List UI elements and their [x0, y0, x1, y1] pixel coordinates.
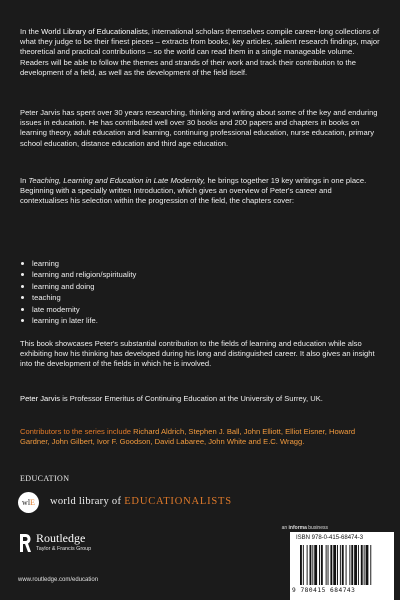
- barcode-bar: [361, 545, 363, 585]
- barcode-bars: [300, 545, 388, 585]
- barcode-bar: [364, 545, 365, 585]
- logo-letters: wl: [22, 498, 31, 507]
- list-item: learning and doing: [20, 281, 360, 292]
- list-item: learning in later life.: [20, 315, 360, 326]
- paragraph-text: In: [20, 176, 29, 185]
- series-title: [50, 496, 232, 507]
- publisher-group: Taylor & Francis Group: [36, 546, 92, 552]
- barcode-bar: [312, 545, 313, 585]
- paragraph-text: is Professor Emeritus of Continuing Education at the University of Surrey, UK.: [60, 394, 323, 403]
- list-item: teaching: [20, 292, 360, 303]
- author-name: Peter Jarvis: [20, 394, 61, 403]
- book-description-paragraph: [20, 176, 380, 207]
- series-intro-paragraph: [20, 27, 380, 78]
- book-showcase-paragraph: This book showcases Peter's substantial contribution to the fields of learning and education while also exhibiting how his thinking has developed during his long and distinguished career. It also gives an insight into the development of the fields in which he is involved.: [20, 339, 375, 369]
- barcode-bar: [351, 545, 353, 585]
- paragraph-text: he brings together 19 key writings in one place. Beginning with a specially written Introduction, which gives an overview of Peter's career and contextualises his selection within the progression of the field, the chapters cover:: [20, 176, 367, 206]
- informa-business-label: [282, 525, 328, 531]
- series-banner: [18, 492, 378, 514]
- barcode-bar: [346, 545, 347, 585]
- barcode-bar: [349, 545, 350, 585]
- barcode-bar: [303, 545, 304, 585]
- series-logo: [18, 492, 39, 513]
- barcode-bar: [358, 545, 359, 585]
- series-title-lower: world library of: [50, 496, 125, 507]
- author-background-paragraph: Peter Jarvis has spent over 30 years researching, thinking and writing about some of the key and enduring issues in education. He has contributed well over 30 books and 200 papers and chapters in books on learning theory, adult education and learning, continuing professional education, nurse education, primary school education, distance education and third age education.: [20, 108, 378, 148]
- list-item: late modernity: [20, 304, 360, 315]
- informa-brand: informa: [288, 525, 307, 531]
- barcode-number: 9 780415 684743: [292, 587, 356, 594]
- isbn-label: ISBN 978-0-415-68474-3: [296, 535, 364, 541]
- contributor-names: Richard Aldrich, Stephen J. Ball, John Elliott, Elliot Eisner, Howard Gardner, John Gilbert, Ivor F. Goodson, David Labaree, John White and E.C. Wragg.: [20, 427, 356, 447]
- contributors-paragraph: [20, 427, 380, 447]
- informa-prefix: an: [281, 525, 289, 531]
- list-item: learning: [20, 258, 360, 269]
- barcode-bar: [321, 545, 323, 585]
- barcode: [290, 532, 394, 600]
- paragraph-text: , international scholars themselves compile career-long collections of what they judge to be their finest pieces – extracts from books, key articles, salient research findings, major theoretical and practical contributions – so the world can read them in a single manageable volume. Readers will be able to follow the themes and strands of their work and track their contribution to the development of a field, as well as the development of the field itself.: [20, 27, 380, 77]
- barcode-bar: [354, 545, 357, 585]
- barcode-bar: [319, 545, 320, 585]
- publisher-name: Routledge: [36, 531, 86, 545]
- barcode-bar: [366, 545, 369, 585]
- barcode-bar: [330, 545, 332, 585]
- topics-list: [20, 258, 360, 326]
- routledge-mark-icon: [18, 532, 32, 554]
- barcode-bar: [333, 545, 336, 585]
- barcode-bar: [328, 545, 329, 585]
- logo-letter-e: E: [30, 498, 35, 507]
- barcode-bar: [307, 545, 308, 585]
- barcode-bar: [314, 545, 317, 585]
- barcode-bar: [326, 545, 327, 585]
- barcode-bar: [370, 545, 371, 585]
- series-name: World Library of Educationalists: [41, 27, 148, 36]
- barcode-bar: [340, 545, 341, 585]
- barcode-bar: [300, 545, 302, 585]
- barcode-bar: [310, 545, 312, 585]
- informa-suffix: business: [306, 525, 328, 531]
- contributors-lead: Contributors to the series include: [20, 427, 134, 436]
- author-bio-paragraph: [20, 394, 380, 404]
- category-label: EDUCATION: [20, 474, 70, 483]
- paragraph-text: In the: [20, 27, 42, 36]
- barcode-bar: [337, 545, 338, 585]
- series-title-caps: EDUCATIONALISTS: [124, 496, 232, 507]
- publisher-url[interactable]: www.routledge.com/education: [18, 577, 99, 583]
- barcode-bar: [342, 545, 344, 585]
- list-item: learning and religion/spirituality: [20, 269, 360, 280]
- book-title: Teaching, Learning and Education in Late Modernity,: [28, 176, 206, 185]
